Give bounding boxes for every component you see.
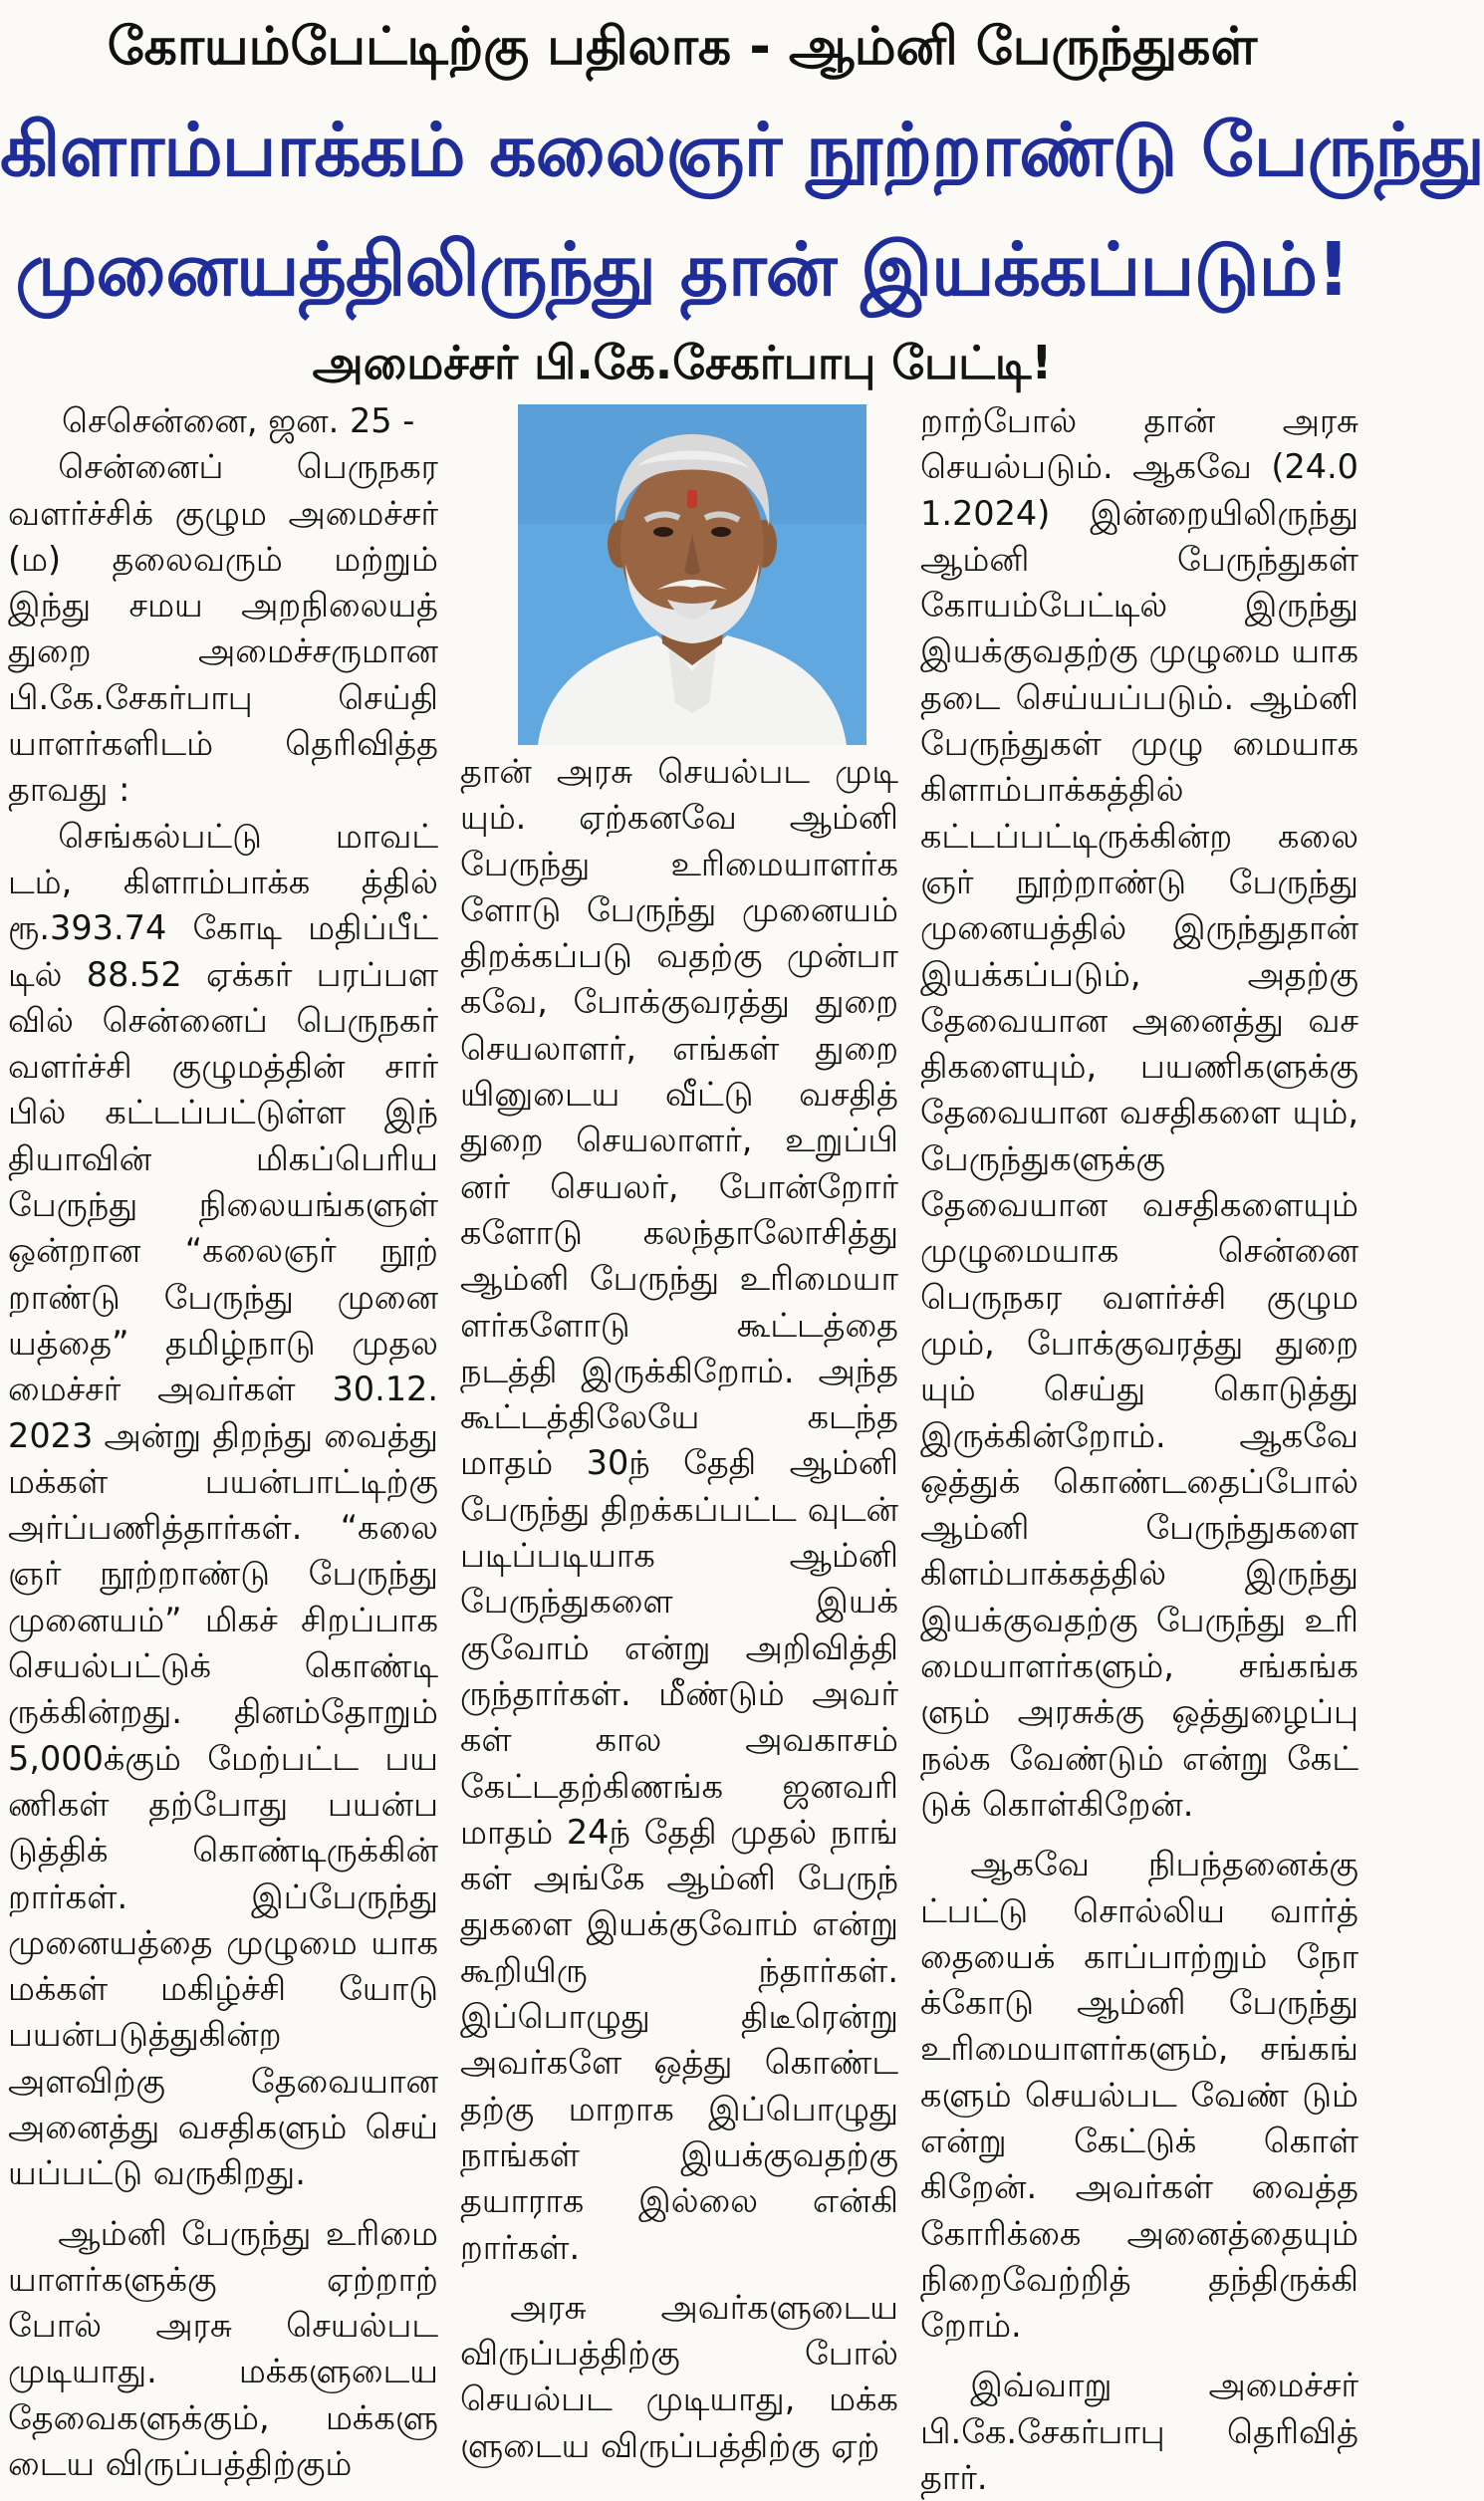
paragraph: றாற்போல் தான் அரசு செயல்படும். ஆகவே (24.0 1.2024) இன்றையிலிருந்து ஆம்னி பேருந்துகள் கோயம்பேட்டில் இருந்து இயக்குவதற்கு முழுமை யாக தடை செய்யப்படும். ஆம்னி பேருந்துகள் முழு மையாக கிளாம்பாக்கத்தில் கட்டப்பட்டிருக்கின்ற கலை ஞர் நூற்றாண்டு பேருந்து முனையத்தில் இருந்துதான் இயக்கப்படும், அதற்கு தேவையான அனைத்து வச திகளையும், பயணிகளுக்கு தேவையான வசதிகளை யும், பேருந்துகளுக்கு தேவையான வசதிகளையும் முழுமையாக சென்னை பெருநகர வளர்ச்சி குழும மும், போக்குவரத்து துறை யும் செய்து கொடுத்து இருக்கின்றோம். ஆகவே ஒத்துக் கொண்டதைப்போல் ஆம்னி பேருந்துகளை கிளம்பாக்கத்தில் இருந்து இயக்குவதற்கு பேருந்து உரி மையாளர்களும், சங்கங்க ளும் அரசுக்கு ஒத்துழைப்பு நல்க வேண்டும் என்று கேட் டுக் கொள்கிறேன். [920,401,1359,1824]
paragraph: செங்கல்பட்டு மாவட் டம், கிளாம்பாக்க த்தில் ரூ.393.74 கோடி மதிப்பீட் டில் 88.52 ஏக்கர் பரப்பள வில் சென்னைப் பெருநகர் வளர்ச்சி குழுமத்தின் சார் பில் கட்டப்பட்டுள்ள இந் தியாவின் மிகப்பெரிய பேருந்து நிலையங்களுள் ஒன்றான “கலைஞர் நூற் றாண்டு பேருந்து முனை யத்தை” தமிழ்நாடு முதல மைச்சர் அவர்கள் 30.12. 2023 அன்று திறந்து வைத்து மக்கள் பயன்பாட்டிற்கு அர்ப்பணித்தார்கள். “கலை ஞர் நூற்றாண்டு பேருந்து முனையம்” மிகச் சிறப்பாக செயல்பட்டுக் கொண்டி ருக்கின்றது. தினம்தோறும் 5,000க்கும் மேற்பட்ட பய ணிகள் தற்போது பயன்ப டுத்திக் கொண்டிருக்கின் றார்கள். இப்பேருந்து முனையத்தை முழுமை யாக மக்கள் மகிழ்ச்சி யோடு பயன்படுத்துகின்ற அளவிற்கு தேவையான அனைத்து வசதிகளும் செய் யப்பட்டு வருகிறது. [8,816,438,2193]
kicker-headline: கோயம்பேட்டிற்கு பதிலாக - ஆம்னி பேருந்துகள் [107,17,1258,77]
paragraph: ஆகவே நிபந்தனைக்கு ட்பட்டு சொல்லிய வார்த் தையைக் காப்பாற்றும் நோ க்கோடு ஆம்னி பேருந்து உரிமையாளர்களும், சங்கங் களும் செயல்பட வேண் டும் என்று கேட்டுக் கொள் கிறேன். அவர்கள் வைத்த கோரிக்கை அனைத்தையும் நிறைவேற்றித் தந்திருக்கி றோம். [920,1845,1359,2346]
paragraph: சென்னைப் பெருநகர வளர்ச்சிக் குழும அமைச்சர் (ம) தலைவரும் மற்றும் இந்து சமய அறநிலையத் துறை அமைச்சருமான பி.கே.சேகர்பாபு செய்தி யாளர்களிடம் தெரிவித்த தாவது : [8,447,438,810]
main-headline-line-1: கிளாம்பாக்கம் கலைஞர் நூற்றாண்டு பேருந்து [0,108,1484,193]
dateline: செசென்னை, ஜன. 25 - [62,401,415,440]
main-headline-line-2: முனையத்திலிருந்து தான் இயக்கப்படும்! [15,227,1350,313]
column-2-body [460,749,898,2465]
paragraph: தான் அரசு செயல்பட முடி யும். ஏற்கனவே ஆம்னி பேருந்து உரிமையாளர்க ளோடு பேருந்து முனையம் திறக்கப்படு வதற்கு முன்பா கவே, போக்குவரத்து துறை செயலாளர், எங்கள் துறை யினுடைய வீட்டு வசதித் துறை செயலாளர், உறுப்பி னர் செயலர், போன்றோர் களோடு கலந்தாலோசித்து ஆம்னி பேருந்து உரிமையா ளர்களோடு கூட்டத்தை நடத்தி இருக்கிறோம். அந்த கூட்டத்திலேயே கடந்த மாதம் 30ந் தேதி ஆம்னி பேருந்து திறக்கப்பட்ட வுடன் படிப்படியாக ஆம்னி பேருந்துகளை இயக் குவோம் என்று அறிவித்தி ருந்தார்கள். மீண்டும் அவர் கள் கால அவகாசம் கேட்டதற்கிணங்க ஜனவரி மாதம் 24ந் தேதி முதல் நாங் கள் அங்கே ஆம்னி பேருந் துகளை இயக்குவோம் என்று கூறியிரு ந்தார்கள். இப்பொழுது திடீரென்று அவர்களே ஒத்து கொண்ட தற்கு மாறாக இப்பொழுது நாங்கள் இயக்குவதற்கு தயாராக இல்லை என்கி றார்கள். [460,752,898,2267]
paragraph: ஆம்னி பேருந்து உரிமை யாளர்களுக்கு ஏற்றாற் போல் அரசு செயல்பட முடியாது. மக்களுடைய தேவைகளுக்கும், மக்களு டைய விருப்பத்திற்கும் [8,2213,438,2484]
article-column-1 [8,398,438,2484]
paragraph: அரசு அவர்களுடைய விருப்பத்திற்கு போல் செயல்பட முடியாது, மக்க ளுடைய விருப்பத்திற்கு ஏற் [460,2287,898,2465]
sub-headline: அமைச்சர் பி.கே.சேகர்பாபு பேட்டி! [312,336,1053,389]
paragraph: இவ்வாறு அமைச்சர் பி.கே.சேகர்பாபு தெரிவித் தார். [920,2366,1359,2498]
article-column-2 [460,398,898,2465]
article-column-3 [920,398,1359,2498]
